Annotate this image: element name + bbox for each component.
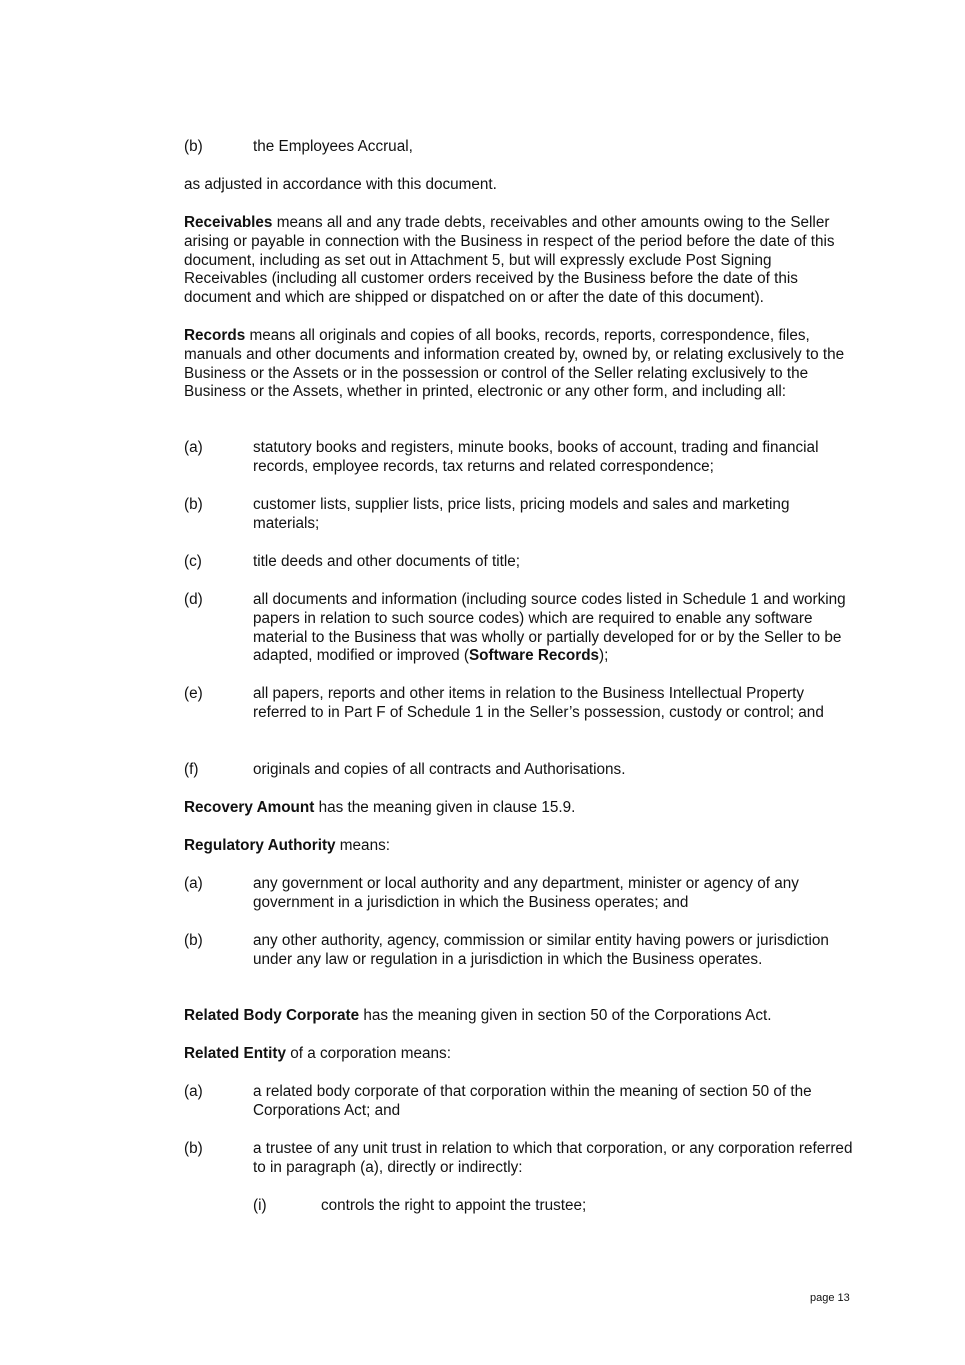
definition-related-entity xyxy=(184,1045,854,1064)
item-label: (c) xyxy=(184,553,202,570)
adjusted-note: as adjusted in accordance with this document. xyxy=(184,176,497,193)
item-label: (a) xyxy=(184,439,203,456)
definition-receivables xyxy=(184,214,854,308)
item-text: any government or local authority and any department, minister or agency of any government in a jurisdiction in which the Business operates; and xyxy=(253,875,799,911)
item-label: (f) xyxy=(184,761,199,778)
item-label: (b) xyxy=(184,1140,203,1157)
term-software-records: Software Records xyxy=(468,647,600,665)
item-text: customer lists, supplier lists, price lists, pricing models and sales and marketing materials; xyxy=(253,496,790,532)
item-text: any other authority, agency, commission or similar entity having powers or jurisdiction under any law or regulation in a jurisdiction in which the Business operates. xyxy=(253,932,829,968)
definition-related-body-corporate xyxy=(184,1007,854,1026)
regulatory-item-a xyxy=(184,875,854,913)
page-number: page 13 xyxy=(810,1292,850,1304)
definition-text: means all originals and copies of all books, records, reports, correspondence, files, manuals and other documents and information created by, owned by, or relating exclusively to the Business or the Assets or in the possession or control of the Seller relating exclusively to the Business or the Assets, whether in printed, electronic or any other form, and including all: xyxy=(184,327,845,401)
item-label: (e) xyxy=(184,685,203,702)
related-entity-subitem-i xyxy=(253,1197,853,1216)
term-receivables: Receivables xyxy=(184,214,273,231)
item-label: (d) xyxy=(184,591,203,608)
item-label: (a) xyxy=(184,875,203,892)
item-label: (b) xyxy=(184,138,203,155)
related-entity-item-b xyxy=(184,1140,854,1178)
term-records: Records xyxy=(184,327,246,344)
definition-text: of a corporation means: xyxy=(286,1045,451,1062)
definition-text: means all and any trade debts, receivables and other amounts owing to the Seller arising or payable in connection with the Business in respect of the period before the date of this document, including as set out in Attachment 5, but will expressly exclude Post Signing Receivables (including all customer orders received by the Business before the date of this document and which are shipped or dispatched on or after the date of this document). xyxy=(184,214,835,307)
term-regulatory-authority: Regulatory Authority xyxy=(184,837,336,854)
definition-text: has the meaning given in section 50 of the Corporations Act. xyxy=(359,1007,772,1024)
records-item-e xyxy=(184,685,854,723)
item-label: (a) xyxy=(184,1083,203,1100)
item-text: the Employees Accrual, xyxy=(253,138,413,155)
item-label: (b) xyxy=(184,496,203,513)
item-text-end: ); xyxy=(599,647,609,665)
list-item-employees-accrual xyxy=(184,138,854,157)
item-text: all papers, reports and other items in relation to the Business Intellectual Property referred to in Part F of Schedule 1 in the Seller’s possession, custody or control; and xyxy=(253,685,824,721)
item-text: a related body corporate of that corporation within the meaning of section 50 of the Corporations Act; and xyxy=(253,1083,812,1119)
item-text: title deeds and other documents of title; xyxy=(253,553,521,570)
related-entity-item-a xyxy=(184,1083,854,1121)
definition-recovery-amount xyxy=(184,799,854,818)
definition-regulatory-authority xyxy=(184,837,854,856)
item-text xyxy=(253,591,854,666)
item-text: statutory books and registers, minute books, books of account, trading and financial records, employee records, tax returns and related correspondence; xyxy=(253,439,819,475)
regulatory-item-b xyxy=(184,932,854,970)
item-text-start: all documents and information (including source codes listed in Schedule 1 and working papers in relation to such source codes) which are required to enable any software material to the Business that was wholly or partially developed for or by the Seller to be adapted, modified or improved ( xyxy=(253,591,846,665)
records-item-f xyxy=(184,761,854,780)
definition-text: has the meaning given in clause 15.9. xyxy=(314,799,576,816)
term-related-entity: Related Entity xyxy=(184,1045,286,1062)
item-label: (i) xyxy=(253,1197,267,1214)
term-recovery-amount: Recovery Amount xyxy=(184,799,315,816)
term-related-body-corporate: Related Body Corporate xyxy=(184,1007,360,1024)
definition-records xyxy=(184,327,854,402)
item-text: a trustee of any unit trust in relation to which that corporation, or any corporation referred to in paragraph (a), directly or indirectly: xyxy=(253,1140,853,1176)
records-item-d xyxy=(184,591,854,666)
definition-text: means: xyxy=(335,837,390,854)
records-item-c xyxy=(184,553,854,572)
records-item-a xyxy=(184,439,854,477)
item-text: originals and copies of all contracts and Authorisations. xyxy=(253,761,626,778)
records-item-b xyxy=(184,496,854,534)
item-label: (b) xyxy=(184,932,203,949)
item-text: controls the right to appoint the trustee; xyxy=(321,1197,587,1214)
